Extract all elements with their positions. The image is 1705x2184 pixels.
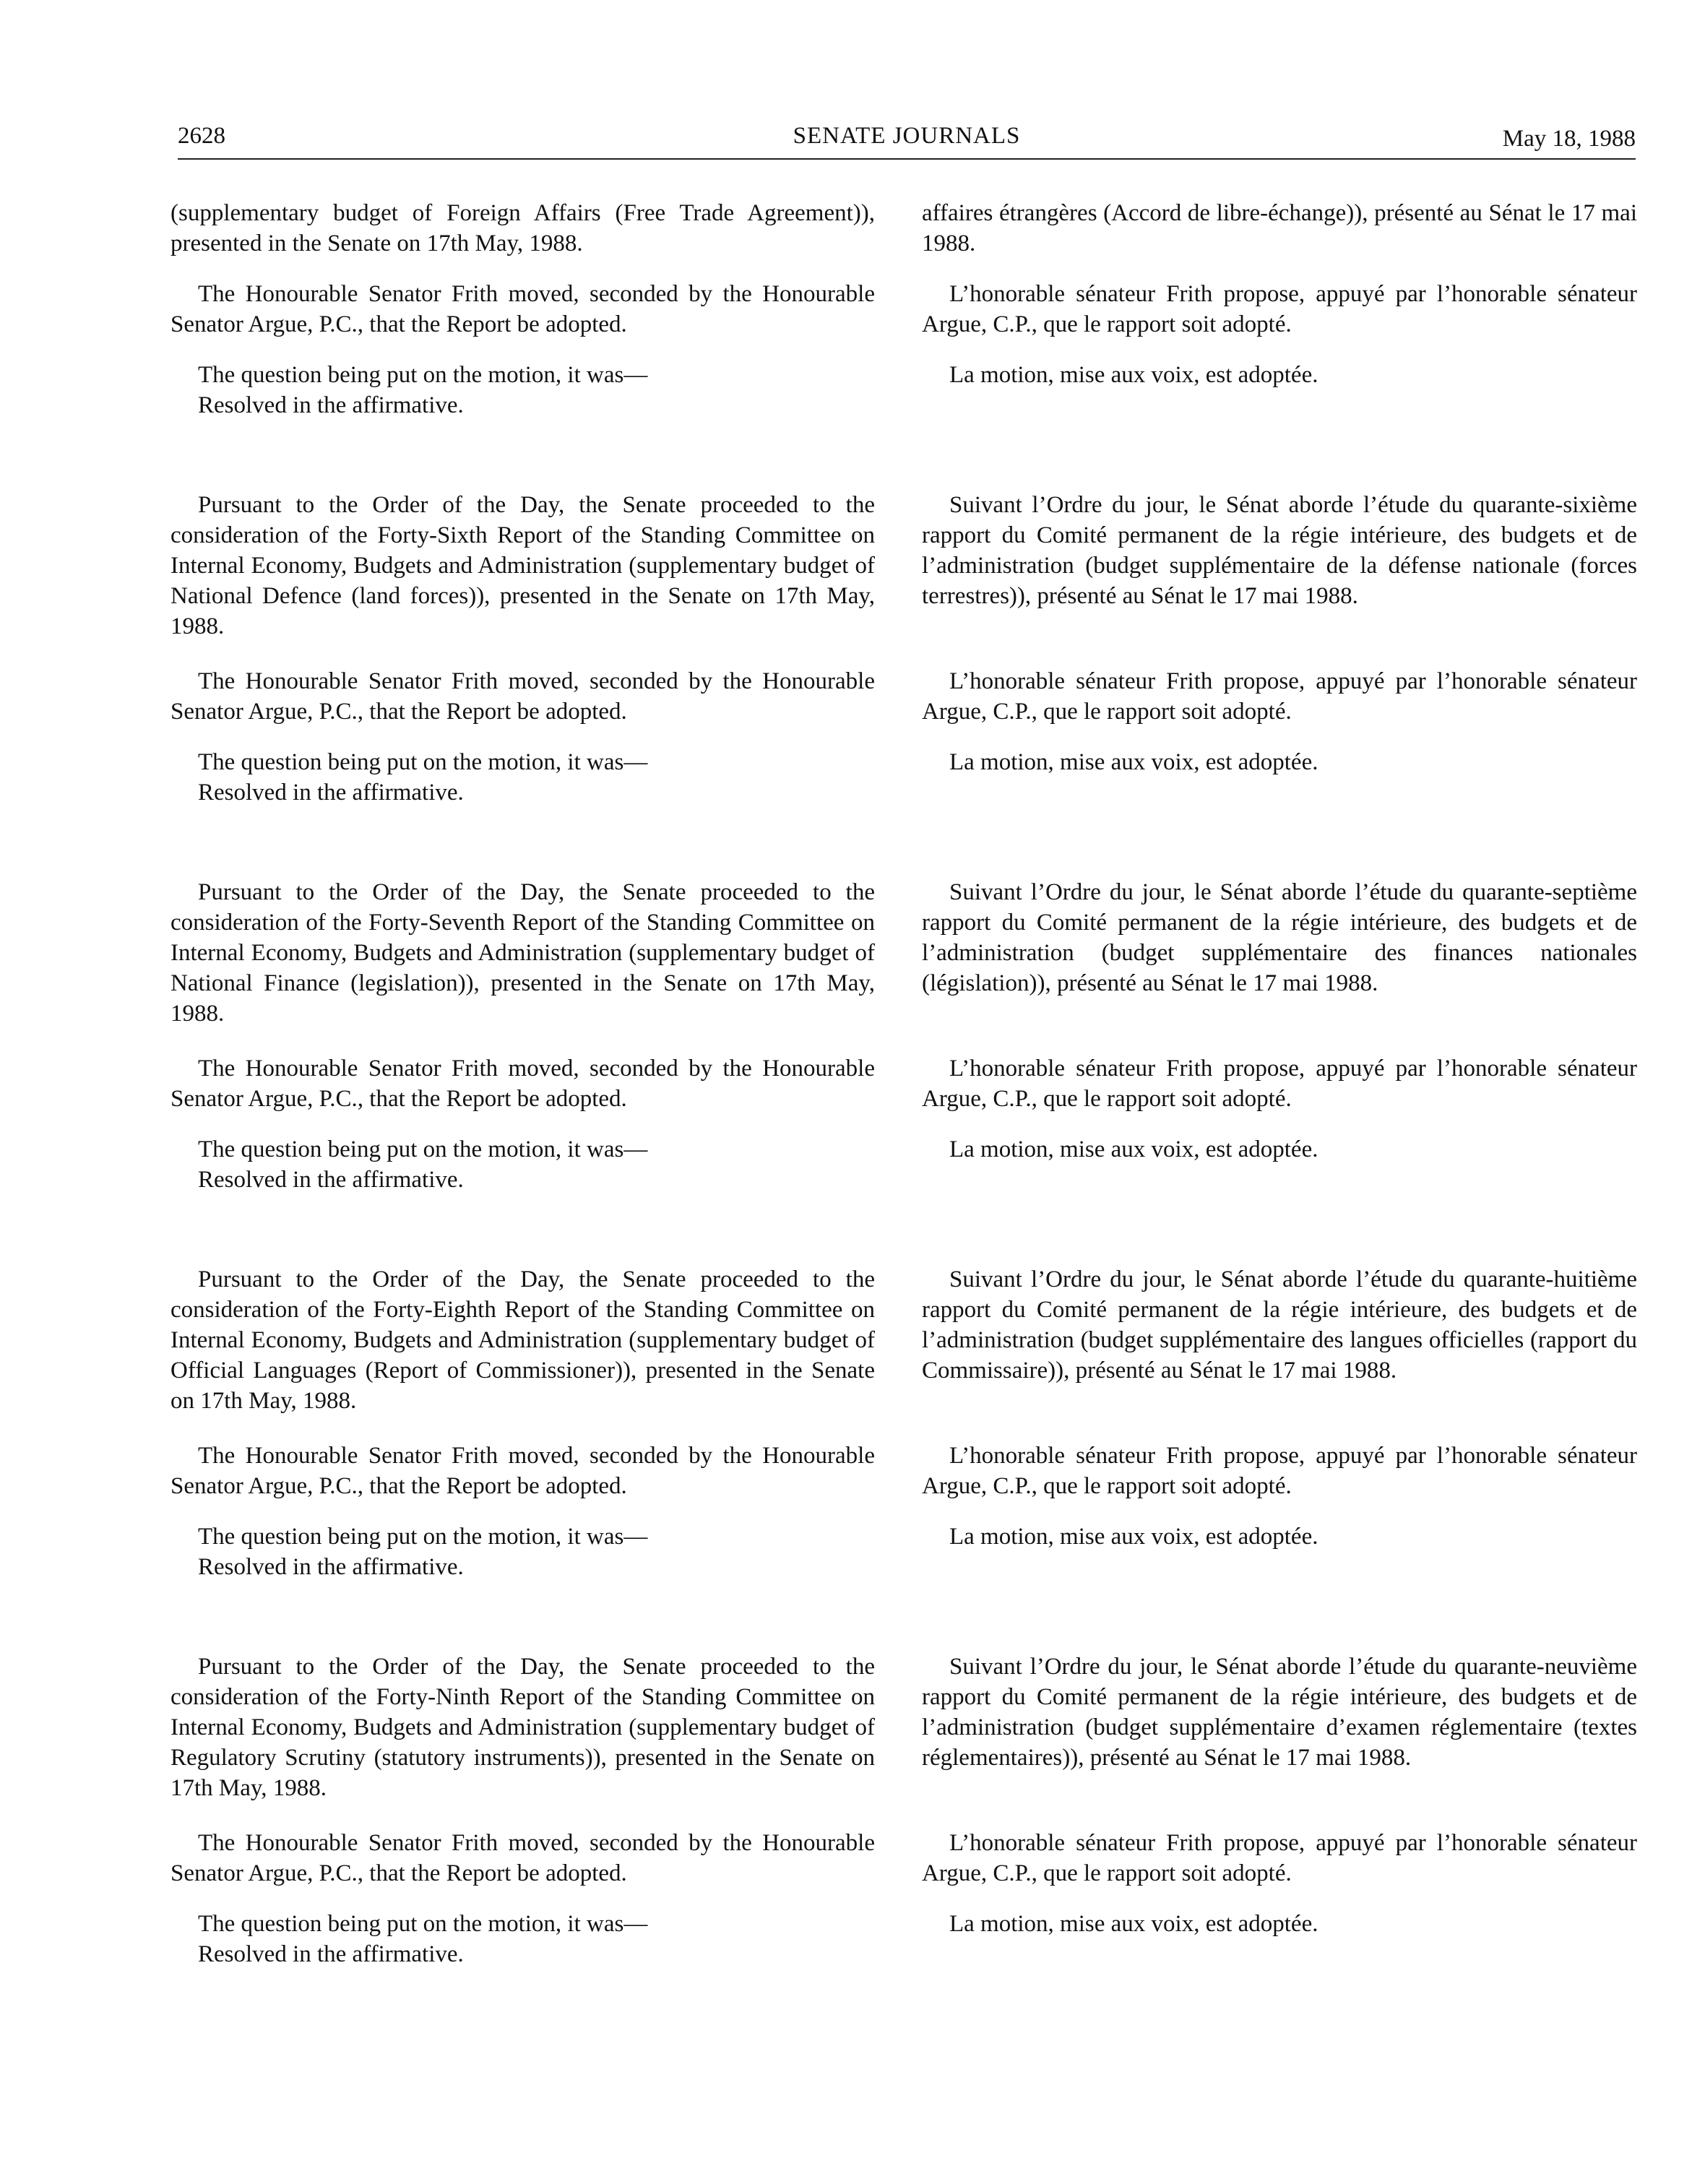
right-motion: L’honorable sénateur Frith propose, appuyé par l’honorable sénateur Argue, C.P., que le rapport soit adopté. bbox=[922, 1443, 1637, 1499]
left-motion: The Honourable Senator Frith moved, seconded by the Honourable Senator Argue, P.C., that the Report be adopted. bbox=[170, 1443, 875, 1499]
left-intro: Pursuant to the Order of the Day, the Senate proceeded to the consideration of the Forty-Sixth Report of the Standing Committee on Internal Economy, Budgets and Administration (supplementary budget of National Defence (land forces)), presented in the Senate on 17th May, 1988. bbox=[170, 492, 875, 639]
left-result: Resolved in the affirmative. bbox=[198, 1554, 464, 1580]
left-motion: The Honourable Senator Frith moved, seconded by the Honourable Senator Argue, P.C., that the Report be adopted. bbox=[170, 668, 875, 725]
journal-title: SENATE JOURNALS bbox=[793, 123, 1021, 149]
left-question: The question being put on the motion, it was— bbox=[198, 1524, 648, 1550]
right-result: La motion, mise aux voix, est adoptée. bbox=[949, 362, 1318, 388]
left-intro: Pursuant to the Order of the Day, the Senate proceeded to the consideration of the Forty-Ninth Report of the Standing Committee on Internal Economy, Budgets and Administration (supplementary budget of Regulatory Scrutiny (statutory instruments)), presented in the Senate on 17th May, 1988. bbox=[170, 1654, 875, 1801]
right-intro: Suivant l’Ordre du jour, le Sénat aborde l’étude du quarante-huitième rapport du Comité permanent de la régie intérieure, des budgets et de l’administration (budget supplémentaire des langues officielles (rapport du Commissaire)), présenté au Sénat le 17 mai 1988. bbox=[922, 1266, 1637, 1384]
right-result: La motion, mise aux voix, est adoptée. bbox=[949, 1136, 1318, 1162]
left-intro: Pursuant to the Order of the Day, the Senate proceeded to the consideration of the Forty-Seventh Report of the Standing Committee on Internal Economy, Budgets and Administration (supplementary budget of National Finance (legislation)), presented in the Senate on 17th May, 1988. bbox=[170, 879, 875, 1027]
left-question: The question being put on the motion, it was— bbox=[198, 362, 648, 388]
left-question: The question being put on the motion, it was— bbox=[198, 749, 648, 775]
left-continuation: (supplementary budget of Foreign Affairs (Free Trade Agreement)), presented in the Senate on 17th May, 1988. bbox=[170, 200, 875, 256]
left-motion: The Honourable Senator Frith moved, seconded by the Honourable Senator Argue, P.C., that the Report be adopted. bbox=[170, 1056, 875, 1112]
left-result: Resolved in the affirmative. bbox=[198, 392, 464, 418]
left-motion: The Honourable Senator Frith moved, seconded by the Honourable Senator Argue, P.C., that the Report be adopted. bbox=[170, 1830, 875, 1886]
left-result: Resolved in the affirmative. bbox=[198, 1941, 464, 1967]
left-question: The question being put on the motion, it was— bbox=[198, 1911, 648, 1937]
right-motion: L’honorable sénateur Frith propose, appuyé par l’honorable sénateur Argue, C.P., que le rapport soit adopté. bbox=[922, 281, 1637, 337]
right-intro: Suivant l’Ordre du jour, le Sénat aborde l’étude du quarante-sixième rapport du Comité permanent de la régie intérieure, des budgets et de l’administration (budget supplémentaire de la défense nationale (forces terrestres)), présenté au Sénat le 17 mai 1988. bbox=[922, 492, 1637, 609]
journal-date: May 18, 1988 bbox=[1502, 126, 1636, 152]
left-result: Resolved in the affirmative. bbox=[198, 780, 464, 806]
page-number: 2628 bbox=[178, 123, 225, 149]
right-motion: L’honorable sénateur Frith propose, appuyé par l’honorable sénateur Argue, C.P., que le rapport soit adopté. bbox=[922, 1830, 1637, 1886]
right-intro: Suivant l’Ordre du jour, le Sénat aborde l’étude du quarante-septième rapport du Comité permanent de la régie intérieure, des budgets et de l’administration (budget supplémentaire des finances nationales (législation)), présenté au Sénat le 17 mai 1988. bbox=[922, 879, 1637, 996]
right-motion: L’honorable sénateur Frith propose, appuyé par l’honorable sénateur Argue, C.P., que le rapport soit adopté. bbox=[922, 1056, 1637, 1112]
left-result: Resolved in the affirmative. bbox=[198, 1167, 464, 1193]
right-result: La motion, mise aux voix, est adoptée. bbox=[949, 749, 1318, 775]
header-rule bbox=[178, 158, 1636, 160]
left-question: The question being put on the motion, it was— bbox=[198, 1136, 648, 1162]
left-intro: Pursuant to the Order of the Day, the Senate proceeded to the consideration of the Forty-Eighth Report of the Standing Committee on Internal Economy, Budgets and Administration (supplementary budget of Official Languages (Report of Commissioner)), presented in the Senate on 17th May, 1988. bbox=[170, 1266, 875, 1414]
right-result: La motion, mise aux voix, est adoptée. bbox=[949, 1911, 1318, 1937]
page-header bbox=[178, 123, 1636, 160]
right-continuation: affaires étrangères (Accord de libre-échange)), présenté au Sénat le 17 mai 1988. bbox=[922, 200, 1637, 256]
right-motion: L’honorable sénateur Frith propose, appuyé par l’honorable sénateur Argue, C.P., que le rapport soit adopté. bbox=[922, 668, 1637, 725]
right-result: La motion, mise aux voix, est adoptée. bbox=[949, 1524, 1318, 1550]
right-intro: Suivant l’Ordre du jour, le Sénat aborde l’étude du quarante-neuvième rapport du Comité permanent de la régie intérieure, des budgets et de l’administration (budget supplémentaire d’examen réglementaire (textes réglementaires)), présenté au Sénat le 17 mai 1988. bbox=[922, 1654, 1637, 1771]
left-motion: The Honourable Senator Frith moved, seconded by the Honourable Senator Argue, P.C., that the Report be adopted. bbox=[170, 281, 875, 337]
